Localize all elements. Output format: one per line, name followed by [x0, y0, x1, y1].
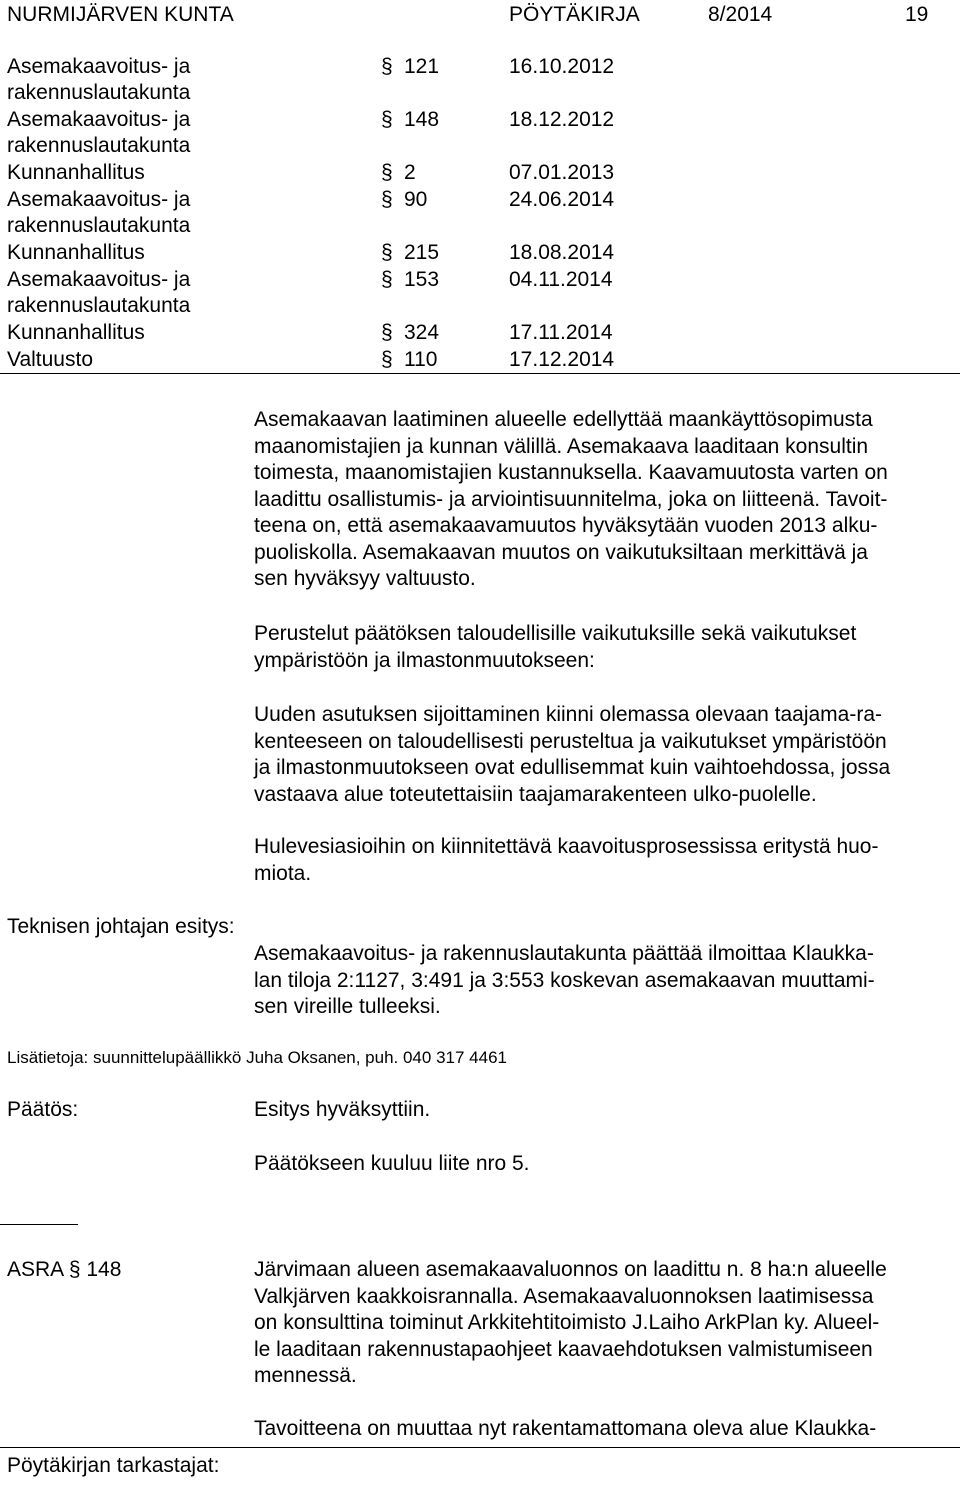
issue-number: 8/2014	[708, 3, 773, 26]
text-line: laadittu osallistumis- ja arviointisuunnitelma, joka on liitteenä. Tavoit-	[254, 487, 888, 511]
section-mark: §	[381, 268, 393, 291]
history-body: Asemakaavoitus- ja	[7, 188, 191, 211]
section-number: 324	[404, 321, 440, 344]
section-number: 153	[404, 268, 440, 291]
text-line: Järvimaan alueen asemakaavaluonnos on laadittu n. 8 ha:n alueelle	[254, 1258, 887, 1281]
text-line: kenteeseen on taloudellisesti perusteltua ja vaikutukset ympäristöön	[254, 729, 887, 753]
text-line: teena on, että asemakaavamuutos hyväksytään vuoden 2013 alku-	[254, 514, 878, 537]
history-body-line2: rakennuslautakunta	[7, 294, 191, 317]
history-body: Asemakaavoitus- ja	[7, 268, 191, 291]
meeting-date: 18.12.2012	[509, 108, 615, 131]
text-line: Asemakaavan laatiminen alueelle edellyttää maankäyttösopimusta	[254, 408, 873, 431]
asra-paragraph-2	[254, 1416, 960, 1443]
text-line: mennessä.	[254, 1364, 357, 1387]
footer-reviewers-label: Pöytäkirjan tarkastajat:	[7, 1454, 220, 1477]
decision-text: Esitys hyväksyttiin.	[254, 1098, 431, 1121]
history-body: Kunnanhallitus	[7, 161, 145, 184]
history-body: Asemakaavoitus- ja	[7, 55, 191, 78]
meeting-date: 24.06.2014	[509, 188, 615, 211]
text-line: Tavoitteena on muuttaa nyt rakentamattomana oleva alue Klaukka-	[254, 1417, 877, 1440]
meeting-date: 04.11.2014	[509, 268, 613, 291]
section-mark: §	[381, 161, 393, 184]
text-line: Asemakaavoitus- ja rakennuslautakunta päättää ilmoittaa Klaukka-	[254, 942, 874, 965]
text-line: puoliskolla. Asemakaavan muutos on vaikutuksiltaan merkittävä ja	[254, 540, 868, 564]
attachment-note: Päätökseen kuuluu liite nro 5.	[254, 1152, 530, 1175]
section-mark: §	[381, 108, 393, 131]
text-line: lan tiloja 2:1127, 3:491 ja 3:553 koskevan asemakaavan muuttami-	[254, 968, 875, 992]
proposal-text	[254, 941, 960, 1021]
history-body: Asemakaavoitus- ja	[7, 108, 191, 131]
history-divider	[0, 373, 960, 374]
history-body: Kunnanhallitus	[7, 321, 145, 344]
text-line: sen hyväksyy valtuusto.	[254, 567, 476, 590]
meeting-date: 17.12.2014	[509, 348, 615, 371]
section-number: 110	[404, 348, 438, 371]
text-line: Hulevesiasioihin on kiinnitettävä kaavoitusprosessissa eritystä huo-	[254, 835, 879, 858]
section-mark: §	[381, 241, 393, 264]
section-number: 2	[404, 161, 416, 184]
text-line: sen vireille tulleeksi.	[254, 995, 441, 1018]
section-number: 215	[404, 241, 440, 264]
asra-section-label: ASRA § 148	[7, 1258, 122, 1281]
meeting-date: 18.08.2014	[509, 241, 615, 264]
history-body-line2: rakennuslautakunta	[7, 214, 191, 237]
section-number: 148	[404, 108, 440, 131]
document-type: PÖYTÄKIRJA	[509, 3, 640, 26]
text-line: le laaditaan rakennustapaohjeet kaavaehdotuksen valmistumiseen	[254, 1337, 873, 1361]
text-line: ja ilmastonmuutokseen ovat edullisemmat kuin vaihtoehdossa, jossa	[254, 756, 891, 779]
text-line: on konsulttina toiminut Arkkitehtitoimisto J.Laiho ArkPlan ky. Alueel-	[254, 1311, 880, 1334]
section-mark: §	[381, 348, 393, 371]
meeting-date: 16.10.2012	[509, 55, 615, 78]
footer-divider	[0, 1447, 960, 1448]
section-number: 121	[404, 55, 440, 78]
history-body: Valtuusto	[7, 348, 93, 371]
decision-label: Päätös:	[7, 1098, 79, 1121]
meeting-date: 17.11.2014	[509, 321, 613, 344]
page-number: 19	[905, 3, 929, 26]
text-line: toimesta, maanomistajien kustannuksella. Kaavamuutosta varten on	[254, 461, 888, 484]
text-line: Valkjärven kaakkoisrannalla. Asemakaavaluonnoksen laatimisessa	[254, 1284, 874, 1308]
proposal-label: Teknisen johtajan esitys:	[7, 915, 235, 938]
history-body-line2: rakennuslautakunta	[7, 134, 191, 157]
contact-info: Lisätietoja: suunnittelupäällikkö Juha Oksanen, puh. 040 317 4461	[7, 1048, 507, 1067]
text-line: vastaava alue toteutettaisiin taajamarakenteen ulko-puolelle.	[254, 782, 817, 806]
section-mark: §	[381, 55, 393, 78]
section-number: 90	[404, 188, 428, 211]
paragraph-background	[254, 407, 960, 593]
text-line: Perustelut päätöksen taloudellisille vaikutuksille sekä vaikutukset	[254, 622, 857, 645]
history-body-line2: rakennuslautakunta	[7, 81, 191, 104]
text-line: miota.	[254, 861, 312, 885]
history-body: Kunnanhallitus	[7, 241, 145, 264]
text-line: Uuden asutuksen sijoittaminen kiinni olemassa olevaan taajama-ra-	[254, 703, 883, 726]
meeting-date: 07.01.2013	[509, 161, 615, 184]
paragraph-stormwater	[254, 834, 960, 887]
section-mark: §	[381, 188, 393, 211]
paragraph-justification	[254, 621, 960, 674]
section-mark: §	[381, 321, 393, 344]
organization-name: NURMIJÄRVEN KUNTA	[7, 3, 234, 26]
text-line: ympäristöön ja ilmastonmuutokseen:	[254, 648, 595, 672]
section-separator	[0, 1224, 78, 1225]
text-line: maanomistajien ja kunnan välillä. Asemakaava laaditaan konsultin	[254, 434, 869, 458]
asra-paragraph-1	[254, 1257, 960, 1390]
paragraph-impacts	[254, 702, 960, 808]
